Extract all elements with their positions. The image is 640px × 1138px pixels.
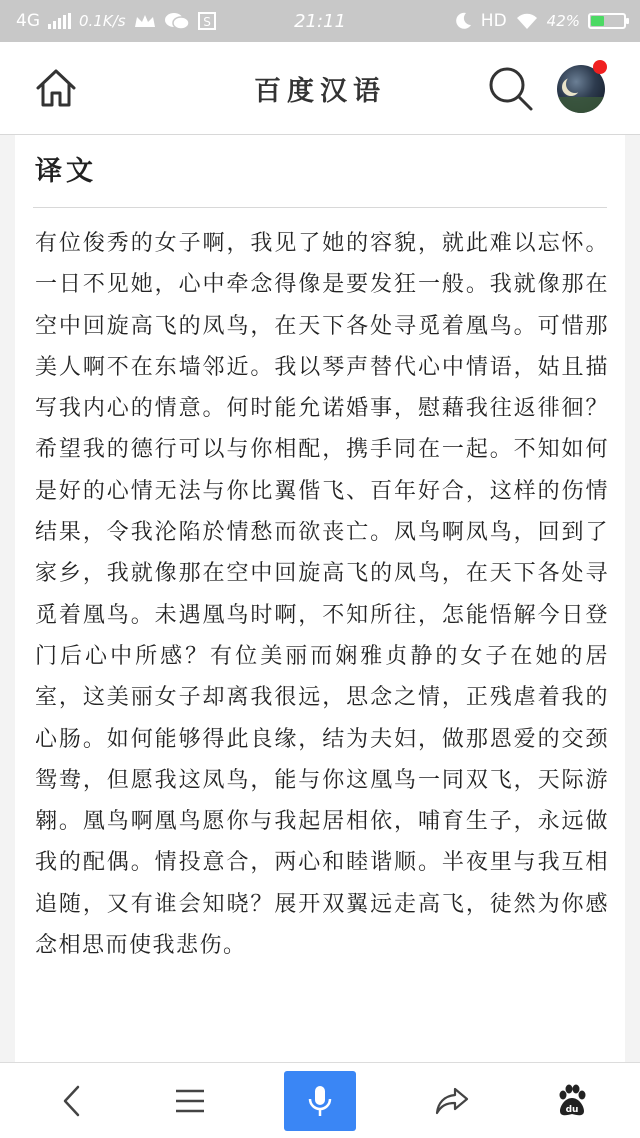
status-bar [0,0,640,42]
section-title: 译文 [35,156,97,187]
avatar-ground [557,97,605,113]
status-left [16,0,216,42]
notification-s-icon [198,12,216,30]
battery-fill [591,16,604,26]
moon-icon [453,11,473,31]
chevron-left-icon [60,1084,84,1118]
app-header [0,42,640,135]
share-icon [435,1086,469,1116]
status-time: 21:11 [294,10,346,32]
back-button[interactable] [40,1063,104,1138]
notification-dot [593,60,607,74]
battery-icon [588,13,626,29]
network-speed: 0.1K/s [79,12,126,30]
translation-card [15,135,625,1062]
crown-icon [134,13,156,29]
share-button[interactable] [420,1063,484,1138]
page-title: 百度汉语 [254,75,386,107]
baidu-button[interactable] [540,1063,604,1138]
status-right [453,0,626,42]
svg-text:S: S [202,15,211,29]
search-icon [488,66,534,112]
microphone-icon [307,1084,333,1118]
bottom-toolbar [0,1062,640,1138]
divider [33,207,607,208]
wechat-icon [164,11,190,31]
menu-button[interactable] [158,1063,222,1138]
wifi-icon [515,12,539,30]
menu-icon [175,1088,205,1114]
search-button[interactable] [488,66,534,112]
signal-icon [48,13,71,29]
svg-text:du: du [565,1105,579,1115]
baidu-paw-icon [555,1084,589,1118]
hd-label: HD [480,11,507,31]
voice-button[interactable] [284,1071,356,1131]
translation-text: 有位俊秀的女子啊，我见了她的容貌，就此难以忘怀。一日不见她，心中牵念得像是要发狂一般。我就像那在空中回旋高飞的凤鸟，在天下各处寻觅着凰鸟。可惜那美人啊不在东墙邻近。我以琴声替代心中情语，姑且描写我内心的情意。何时能允诺婚事，慰藉我往返徘徊？希望我的德行可以与你相配，携手同在一起。不知如何是好的心情无法与你比翼偕飞、百年好合，这样的伤情结果，令我沦陷於情愁而欲丧亡。凤鸟啊凤鸟，回到了家乡，我就像那在空中回旋高飞的凤鸟，在天下各处寻觅着凰鸟。未遇凰鸟时啊，不知所往，怎能悟解今日登门后心中所感？有位美丽而娴雅贞静的女子在她的居室，这美丽女子却离我很远，思念之情，正残虐着我的心肠。如何能够得此良缘，结为夫妇，做那恩爱的交颈鸳鸯，但愿我这凤鸟，能与你这凰鸟一同双飞，天际游翱。凰鸟啊凰鸟愿你与我起居相依，哺育生子，永远做我的配偶。情投意合，两心和睦谐顺。半夜里与我互相追随，又有谁会知晓？展开双翼远走高飞，徒然为你感念相思而使我悲伤。 [35,231,609,959]
battery-percent: 42% [546,12,580,30]
avatar-moon [566,75,584,93]
network-type: 4G [16,11,40,31]
